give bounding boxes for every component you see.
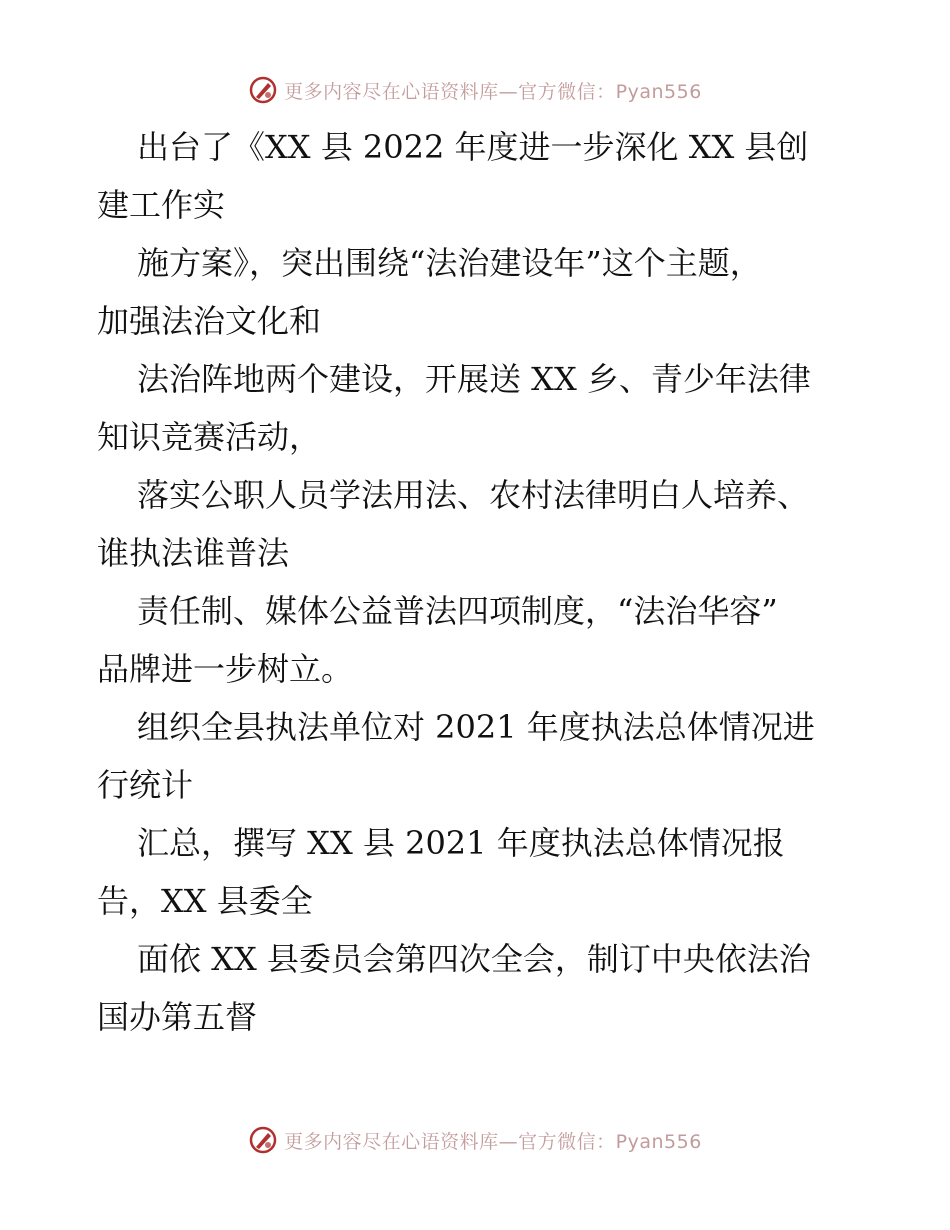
paragraph-line: 法治阵地两个建设，开展送 XX 乡、青少年法律 (137, 360, 811, 398)
header-watermark (0, 70, 950, 110)
paragraph-line: 知识竞赛活动， (97, 418, 322, 456)
paragraph (97, 814, 857, 930)
paragraph (97, 350, 857, 466)
paragraph-line: 建工作实 (97, 186, 226, 224)
paragraph (97, 930, 857, 1046)
watermark-text: 更多内容尽在心语资料库— (284, 1130, 519, 1153)
paragraph-line: 加强法治文化和 (97, 302, 322, 340)
pen-logo-icon (248, 1125, 278, 1155)
paragraph-line: 施方案》，突出围绕“法治建设年”这个主题， (137, 244, 762, 282)
paragraph-line: 组织全县执法单位对 2021 年度执法总体情况进 (137, 708, 815, 746)
paragraph-line: 汇总，撰写 XX 县 2021 年度执法总体情况报 (137, 824, 785, 862)
paragraph-line: 国办第五督 (97, 998, 258, 1036)
pen-logo-icon (248, 75, 278, 105)
paragraph-line: 出台了《XX 县 2022 年度进一步深化 XX 县创 (137, 128, 809, 166)
watermark-text: 更多内容尽在心语资料库— (284, 80, 519, 103)
watermark-wechat: 官方微信：Pyan556 (518, 1130, 702, 1153)
paragraph-line: 行统计 (97, 766, 194, 804)
paragraph (97, 118, 857, 234)
paragraph-line: 品牌进一步树立。 (97, 650, 354, 688)
paragraph (97, 466, 857, 582)
paragraph (97, 698, 857, 814)
paragraph (97, 234, 857, 350)
paragraph-line: 落实公职人员学法用法、农村法律明白人培养、 (137, 476, 810, 514)
document-body (97, 118, 857, 1046)
paragraph-line: 面依 XX 县委员会第四次全会，制订中央依法治 (137, 940, 811, 978)
paragraph-line: 谁执法谁普法 (97, 534, 290, 572)
paragraph-line: 告，XX 县委全 (97, 882, 313, 920)
paragraph (97, 582, 857, 698)
paragraph-line: 责任制、媒体公益普法四项制度，“法治华容” (137, 592, 778, 630)
footer-watermark (0, 1120, 950, 1160)
watermark-wechat: 官方微信：Pyan556 (518, 80, 702, 103)
